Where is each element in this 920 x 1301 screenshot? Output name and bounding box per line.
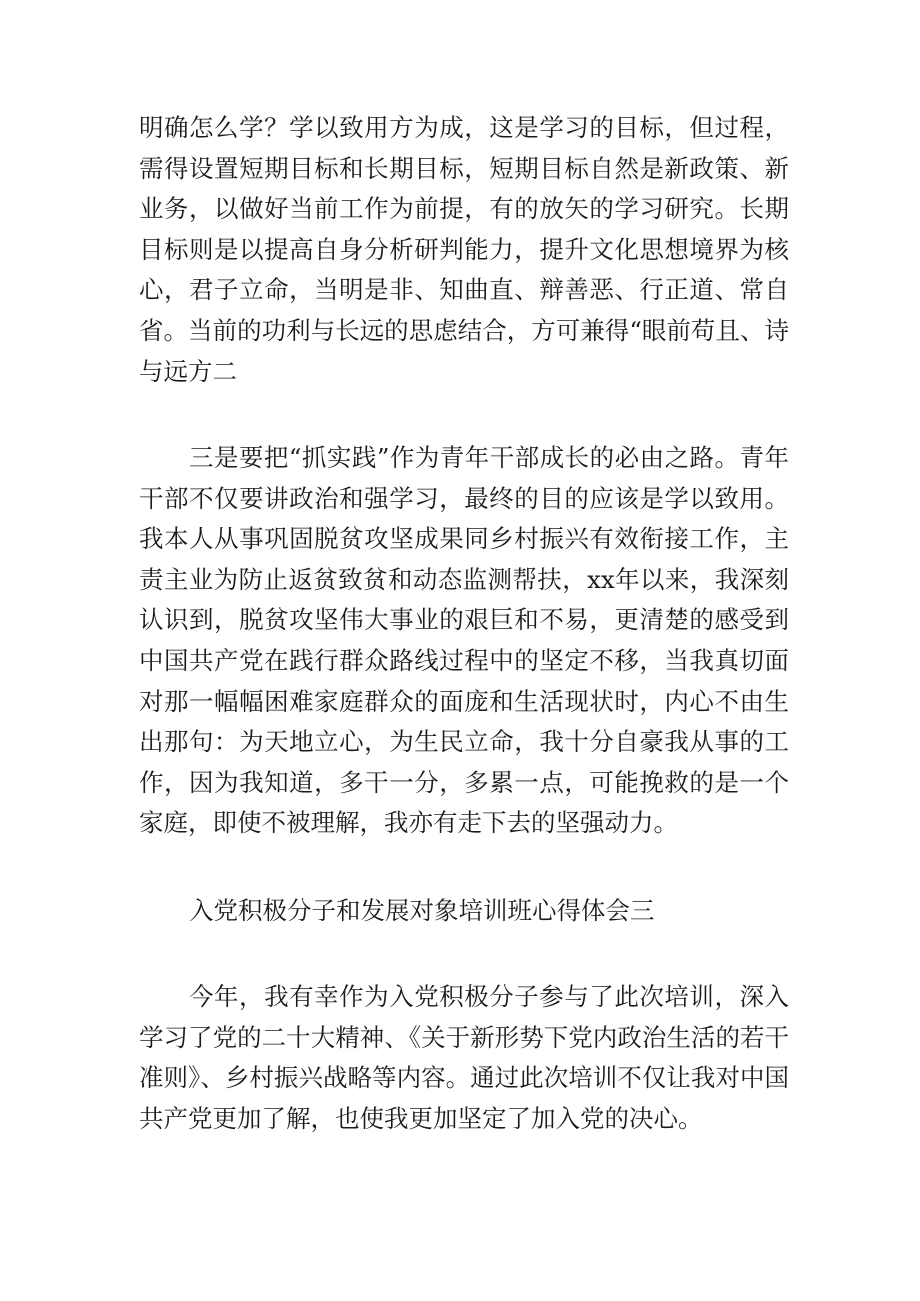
paragraph-training-intro: 今年，我有幸作为入党积极分子参与了此次培训，深入学习了党的二十大精神、《关于新形势下党内政治生活的若干准则》、乡村振兴战略等内容。通过此次培训不仅让我对中国共产党更加了解，也使我更加坚定了加入党的决心。 bbox=[139, 982, 789, 1133]
paragraph-practice: 三是要把“抓实践”作为青年干部成长的必由之路。青年干部不仅要讲政治和强学习，最终的目的应该是学以致用。我本人从事巩固脱贫攻坚成果同乡村振兴有效衔接工作，主责主业为防止返贫致贫和动态监测帮扶，xx年以来，我深刻认识到，脱贫攻坚伟大事业的艰巨和不易，更清楚的感受到中国共产党在践行群众路线过程中的坚定不移，当我真切面对那一幅幅困难家庭群众的面庞和生活现状时，内心不由生出那句：为天地立心，为生民立命，我十分自豪我从事的工作，因为我知道，多干一分，多累一点，可能挽救的是一个家庭，即使不被理解，我亦有走下去的坚强动力。 bbox=[139, 443, 789, 838]
section-heading: 入党积极分子和发展对象培训班心得体会三 bbox=[189, 896, 655, 925]
paragraph-study-goals: 明确怎么学？学以致用方为成，这是学习的目标，但过程，需得设置短期目标和长期目标，短期目标自然是新政策、新业务，以做好当前工作为前提，有的放矢的学习研究。长期目标则是以提高自身分析研判能力，提升文化思想境界为核心，君子立命，当明是非、知曲直、辩善恶、行正道、常自省。当前的功利与长远的思虑结合，方可兼得“眼前苟且、诗与远方二 bbox=[139, 113, 789, 386]
